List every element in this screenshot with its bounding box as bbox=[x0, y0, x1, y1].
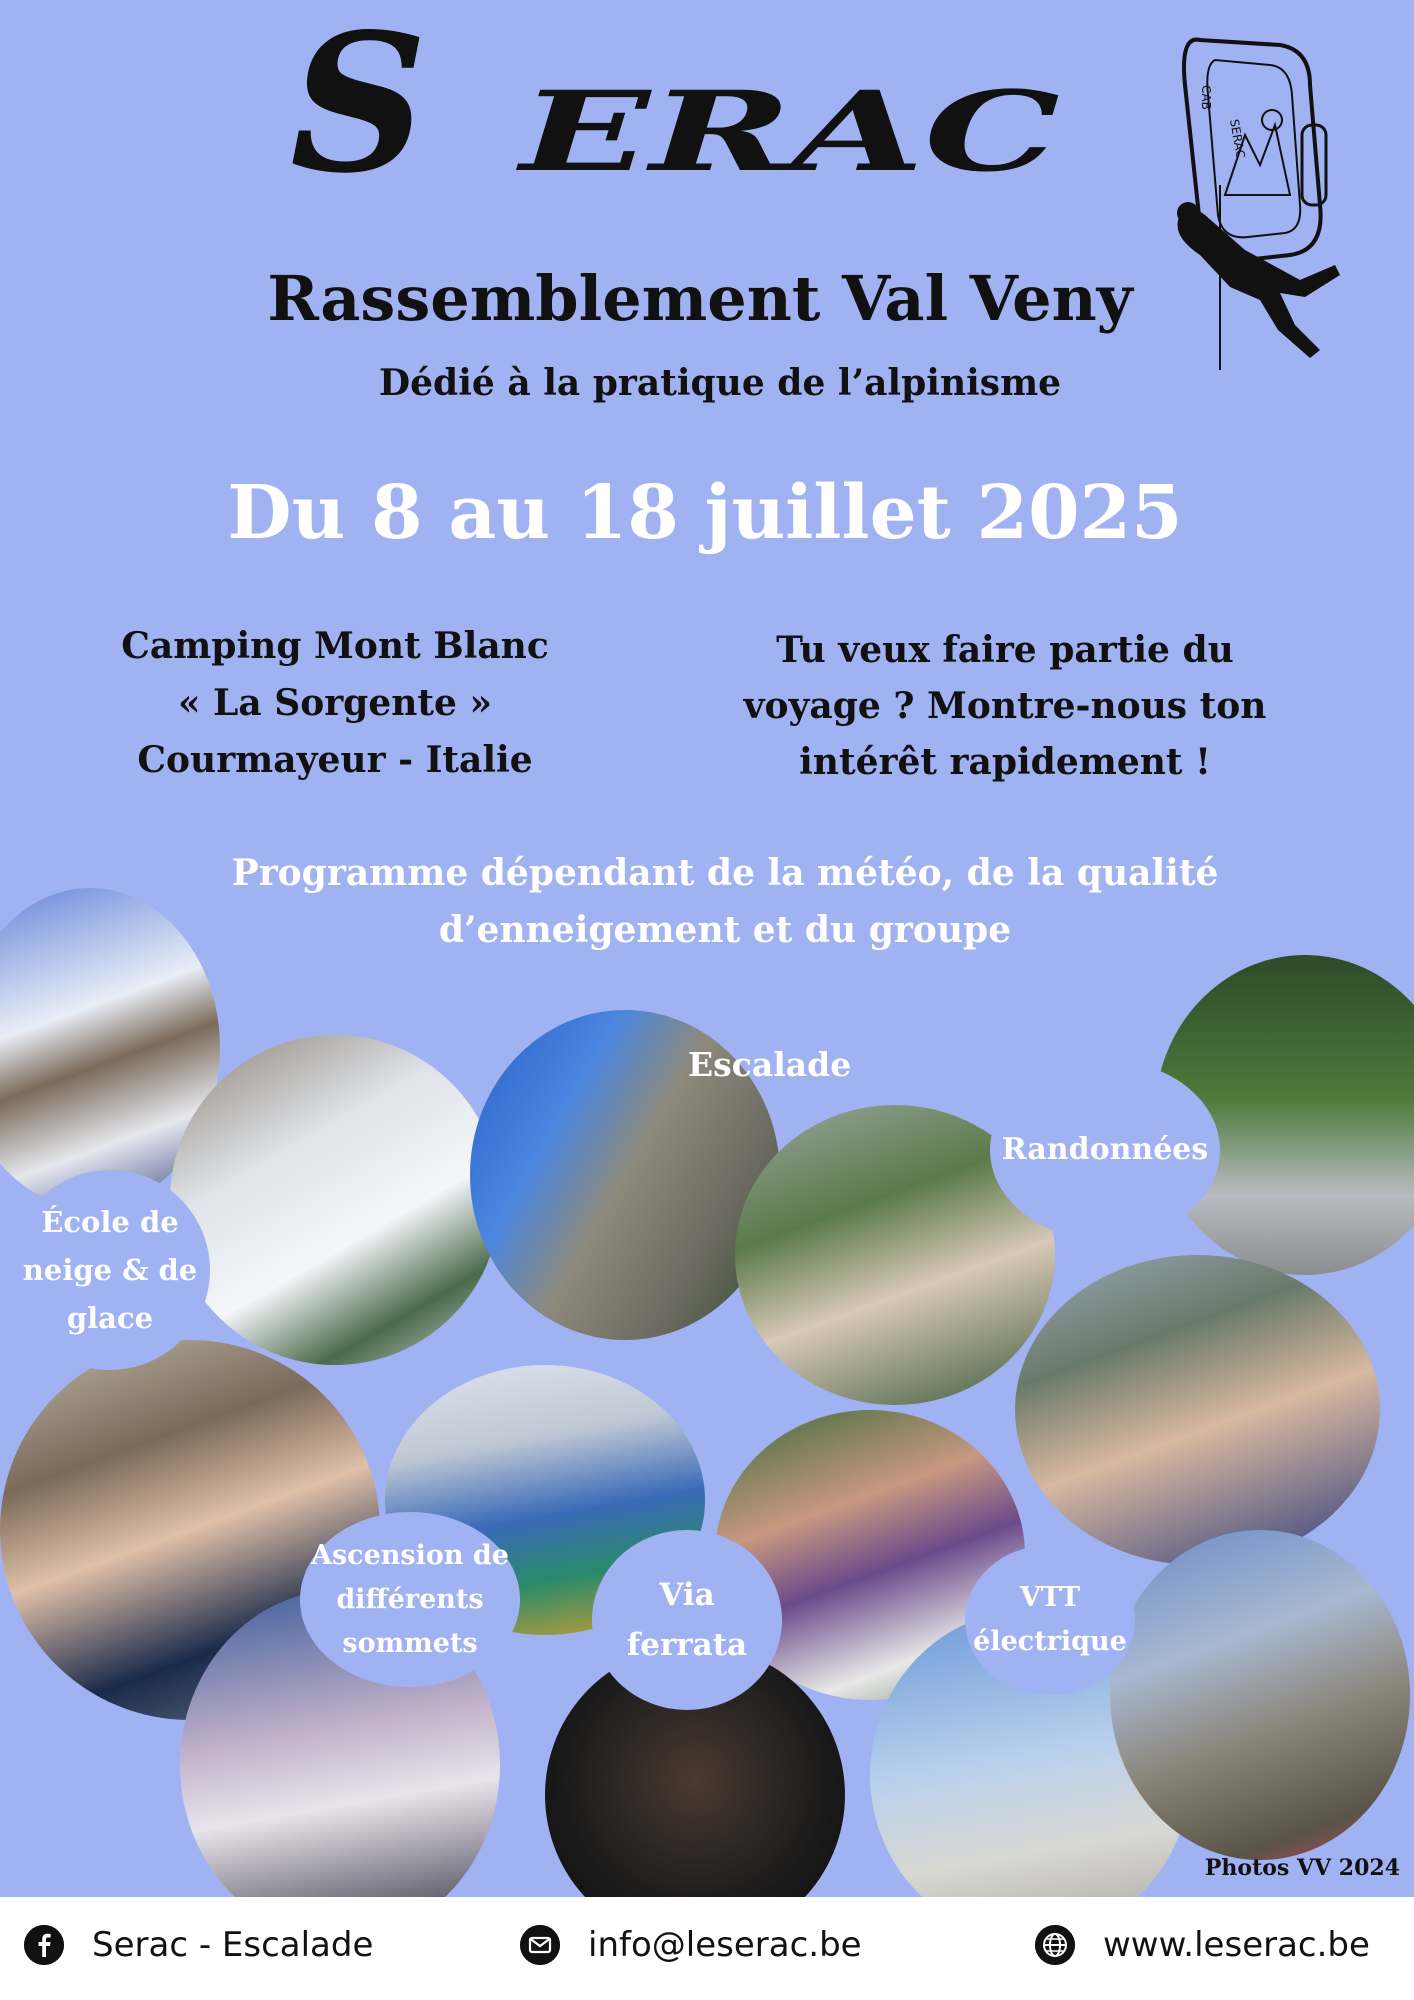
invite-line: voyage ? Montre-nous ton bbox=[743, 685, 1267, 727]
via-line: ferrata bbox=[626, 1627, 748, 1663]
globe-icon bbox=[1035, 1925, 1075, 1965]
footer-facebook[interactable] bbox=[24, 1925, 373, 1965]
activity-randonnees-bubble bbox=[990, 1060, 1220, 1240]
programme-line: Programme dépendant de la météo, de la qualité bbox=[231, 852, 1219, 894]
photo-credit: Photos VV 2024 bbox=[1204, 1855, 1400, 1881]
activity-via-ferrata-bubble bbox=[592, 1530, 782, 1710]
ecole-line: glace bbox=[66, 1301, 154, 1335]
facebook-icon bbox=[24, 1925, 64, 1965]
activity-vtt-bubble bbox=[965, 1545, 1135, 1695]
venue-line: « La Sorgente » bbox=[178, 682, 492, 724]
photo-selfie-group bbox=[1015, 1255, 1380, 1565]
activity-randonnees: Randonnées bbox=[1001, 1132, 1209, 1167]
vtt-line: électrique bbox=[973, 1626, 1127, 1657]
activity-ascension-bubble bbox=[300, 1512, 520, 1687]
footer-website[interactable] bbox=[1035, 1925, 1370, 1965]
invite-line: Tu veux faire partie du bbox=[776, 629, 1234, 671]
invite-line: intérêt rapidement ! bbox=[799, 741, 1211, 783]
via-line: Via bbox=[659, 1577, 715, 1613]
ecole-line: neige & de bbox=[22, 1253, 198, 1287]
event-title: Rassemblement Val Veny bbox=[267, 262, 1133, 335]
programme-note bbox=[200, 845, 1250, 959]
invite-block bbox=[740, 622, 1270, 790]
ascension-line: Ascension de bbox=[311, 1539, 509, 1571]
facebook-link-text[interactable]: Serac - Escalade bbox=[92, 1925, 374, 1965]
photo-rock-belay bbox=[1110, 1530, 1410, 1860]
activity-ecole-bubble bbox=[10, 1170, 210, 1370]
ecole-line: École de bbox=[41, 1205, 179, 1239]
svg-text:CAB: CAB bbox=[1199, 85, 1213, 110]
ascension-line: sommets bbox=[342, 1627, 478, 1659]
mail-icon bbox=[520, 1925, 560, 1965]
programme-line: d’enneigement et du groupe bbox=[438, 909, 1012, 951]
venue-line: Courmayeur - Italie bbox=[137, 739, 533, 781]
website-link-text[interactable]: www.leserac.be bbox=[1103, 1925, 1370, 1965]
svg-text:SERAC: SERAC bbox=[1227, 118, 1248, 160]
event-subtitle: Dédié à la pratique de l’alpinisme bbox=[378, 362, 1062, 404]
logo-letters-erac: ERAC bbox=[515, 67, 1060, 196]
footer-bar bbox=[0, 1897, 1414, 2000]
photo-glacier-ice bbox=[170, 1035, 500, 1365]
activity-escalade: Escalade bbox=[688, 1045, 852, 1084]
event-dates: Du 8 au 18 juillet 2025 bbox=[227, 470, 1183, 556]
ascension-line: différents bbox=[336, 1583, 484, 1615]
email-link-text[interactable]: info@leserac.be bbox=[588, 1925, 862, 1965]
venue-block bbox=[110, 618, 560, 789]
footer-email[interactable] bbox=[520, 1925, 862, 1965]
venue-line: Camping Mont Blanc bbox=[121, 625, 549, 667]
serac-logo bbox=[290, 20, 1080, 200]
logo-letter-s: S bbox=[290, 20, 428, 200]
vtt-line: VTT bbox=[1019, 1582, 1081, 1613]
